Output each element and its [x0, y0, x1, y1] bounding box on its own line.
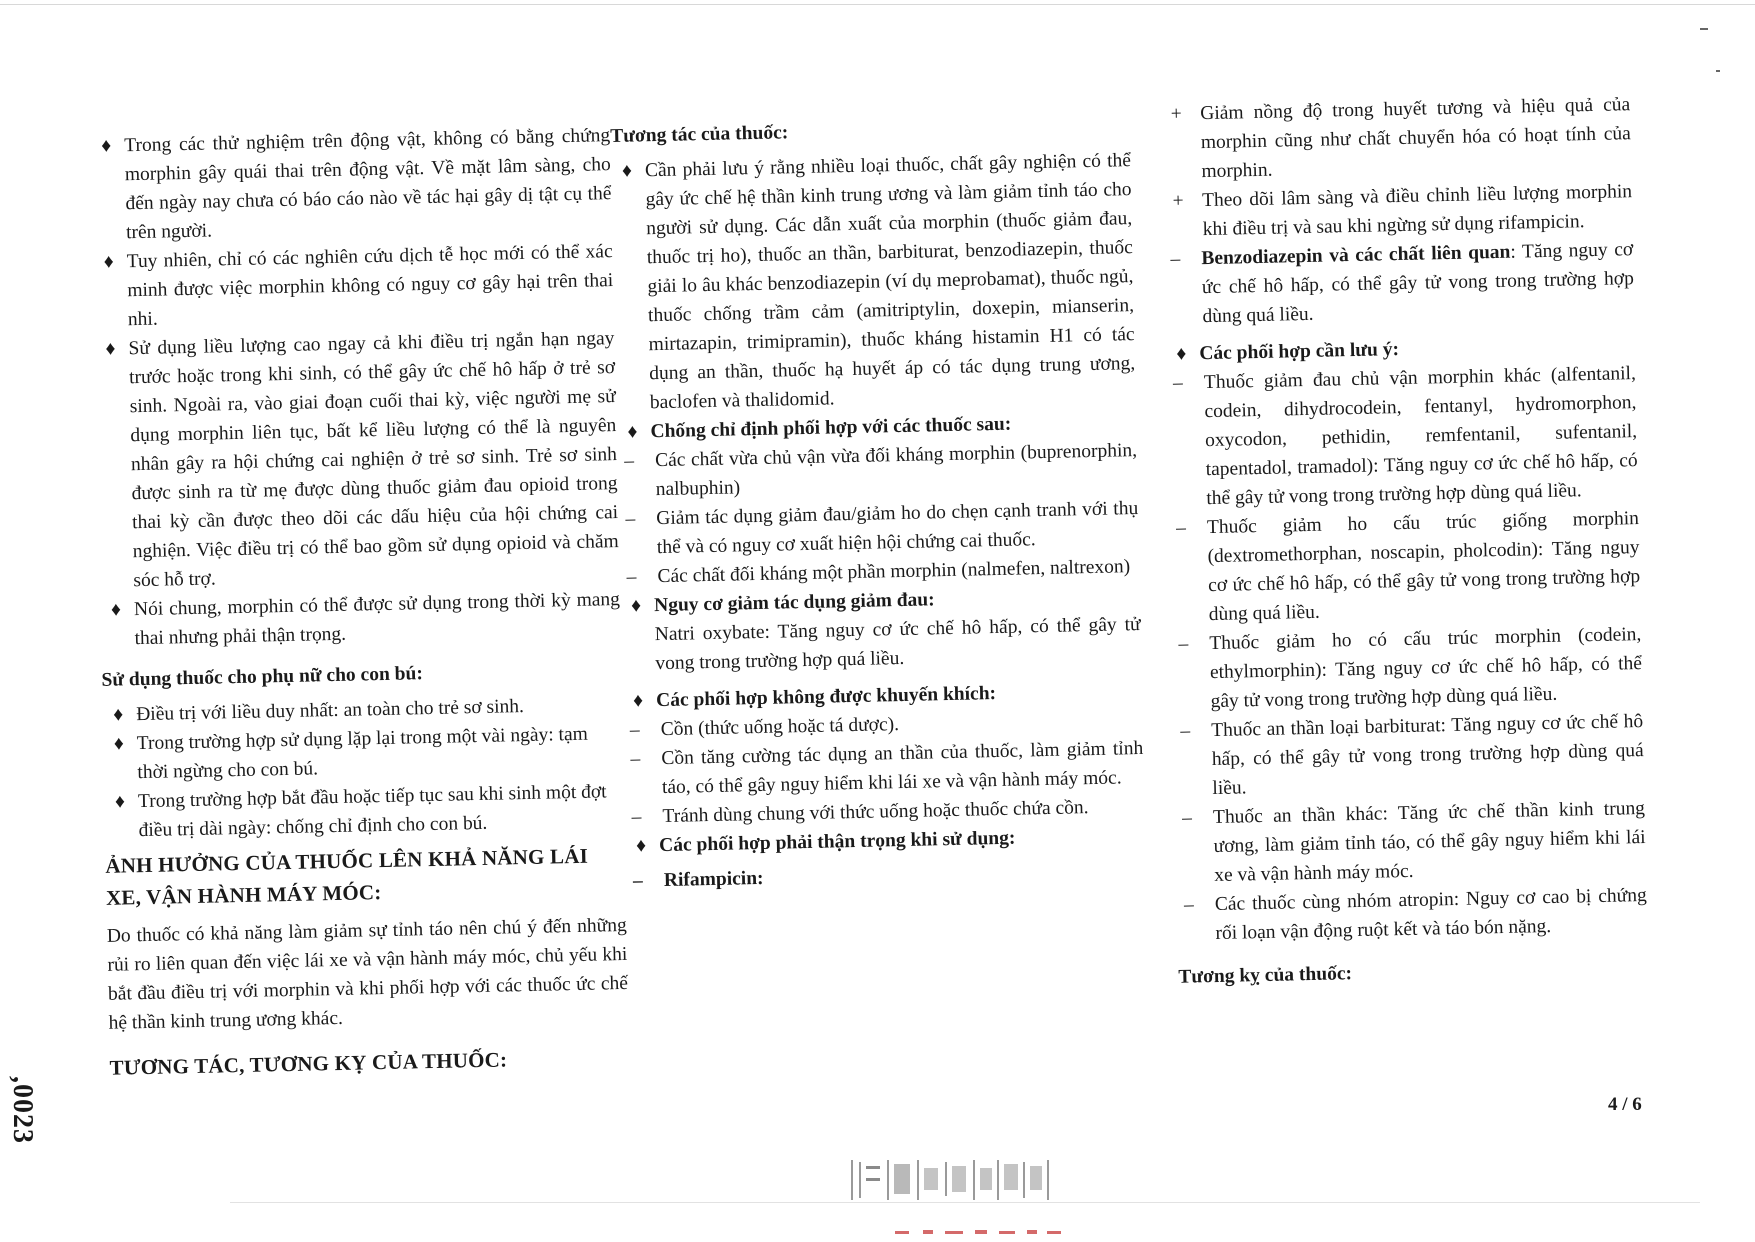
section-heading: TƯƠNG TÁC, TƯƠNG KỴ CỦA THUỐC:: [109, 1047, 508, 1080]
diamond-bullet-icon: ♦: [113, 704, 124, 726]
section-heading: Tương tác của thuốc:: [610, 122, 789, 147]
bullet-text: Tuy nhiên, chỉ có các nghiên cứu dịch tễ học mới có thể xác minh được việc morphin không có nguy cơ gây hại trên thai nhi.: [126, 241, 614, 331]
bullet-text: Trong các thử nghiệm trên động vật, không có bằng chứng morphin gây quái thai trên động vật. Về mặt lâm sàng, cho đến ngày nay chưa có báo cáo nào về tác hại gây dị tật cụ thể trên người.: [124, 125, 612, 244]
page-number: 4 / 6: [1608, 1094, 1642, 1115]
bullet-text: Cồn (thức uống hoặc tá dược).: [660, 714, 900, 741]
dash-bullet-icon: –: [1180, 720, 1191, 742]
diamond-bullet-icon: ♦: [101, 135, 112, 157]
bullet-text: Thuốc an thần loại barbiturat: Tăng nguy cơ ức chế hô hấp, có thể gây tử vong trong trường hợp dùng quá liều.: [1210, 711, 1644, 800]
scan-mark: [1716, 70, 1720, 72]
bullet-text: Trong trường hợp sử dụng lặp lại trong một vài ngày: tạm thời ngừng cho con bú.: [136, 723, 589, 784]
section-heading: Tương kỵ của thuốc:: [1178, 963, 1353, 988]
plus-bullet-icon: +: [1170, 103, 1183, 125]
bullet-text: Sử dụng liều lượng cao ngay cả khi điều trị ngắn hạn ngay trước hoặc trong khi sinh, có thể gây ức chế hô hấp ở trẻ sơ sinh. Ngoài ra, vào giai đoạn cuối thai kỳ, việc người mẹ sử dụng morphin liên tục, bất kể liều lượng có thể là nguyên nhân gây ra hội chứng cai nghiện ở trẻ sơ sinh. Trẻ sơ sinh được sinh ra từ mẹ được dùng thuốc giảm đau opioid trong thai kỳ cần được theo dõi các dấu hiệu của hội chứng cai nghiện. Việc điều trị có thể bao gồm sử dụng opioid và chăm sóc hỗ trợ.: [128, 328, 619, 592]
list-item: [617, 436, 1138, 505]
side-document-code: ,0023: [7, 1076, 38, 1144]
list-item: [623, 734, 1144, 803]
list-item: [103, 719, 624, 788]
list-item: [1160, 90, 1632, 187]
diamond-bullet-icon: ♦: [630, 595, 642, 617]
bullet-text: : Tăng nguy cơ ức chế hô hấp, có thể gây tử vong trong trường hợp dùng quá liều.: [1201, 239, 1635, 328]
paragraph: Do thuốc có khả năng làm giảm sự tỉnh táo nên chú ý đến những rủi ro liên quan đến việc lái xe và vận hành máy móc, chủ yếu khi bắt đầu điều trị với morphin và khi phối hợp với các thuốc ức chế hệ thần kinh trung ương khác.: [106, 914, 629, 1034]
dash-bullet-icon: –: [631, 806, 642, 828]
dash-bullet-icon: –: [1172, 372, 1184, 394]
list-item: [1169, 504, 1641, 630]
drug-class-label: Benzodiazepin và các chất liên quan: [1201, 241, 1511, 270]
diamond-bullet-icon: ♦: [110, 599, 122, 621]
dash-bullet-icon: –: [1181, 807, 1193, 829]
bullet-text: Điều trị với liều duy nhất: an toàn cho trẻ sơ sinh.: [135, 696, 525, 726]
bullet-text: Theo dõi lâm sàng và điều chỉnh liều lượng morphin khi điều trị và sau khi ngừng sử dụng rifampicin.: [1201, 181, 1633, 241]
diamond-bullet-icon: ♦: [632, 690, 644, 712]
dash-bullet-icon: –: [626, 566, 637, 588]
dash-bullet-icon: –: [632, 870, 643, 892]
subsection-heading: Chống chỉ định phối hợp với các thuốc sau:: [650, 413, 1012, 443]
dash-bullet-icon: –: [1183, 894, 1194, 916]
dash-bullet-icon: –: [625, 508, 636, 530]
diamond-bullet-icon: ♦: [621, 160, 633, 182]
dash-bullet-icon: –: [630, 748, 641, 770]
bullet-text: Cần phải lưu ý rằng nhiều loại thuốc, chất gây nghiện có thể gây ức chế hệ thần kinh trung ương và làm giảm tỉnh táo cho người sử dụng. Các dẫn xuất của morphin (thuốc giảm đau, thuốc trị ho), thuốc an thần, barbiturat, benzodiazepin, thuốc giải lo âu khác benzodiazepin (ví dụ meprobamat), thuốc ngủ, thuốc chống trầm cảm (amitriptylin, doxepin, mianserin, mirtazapin, trimipramin), thuốc kháng histamin H1 có tác dụng an thần, thuốc hạ huyết áp có tác dụng trung ương, baclofen và thalidomid.: [644, 150, 1136, 414]
subsection-heading: Các phối hợp phải thận trọng khi sử dụng:: [658, 827, 1016, 857]
list-item: [611, 146, 1136, 418]
list-item: [1175, 794, 1647, 891]
list-item: [100, 585, 621, 654]
bullet-text: Thuốc giảm đau chủ vận morphin khác (alfentanil, codein, dihydrocodein, fentanyl, hydromorphon, oxycodon, pethidin, remfentanil, sufentanil, tapentadol, tramadol): Tăng nguy cơ ức chế hô hấp, có thể gây tử vong trong trường hợp dùng quá liều.: [1203, 363, 1638, 510]
bullet-text: Tránh dùng chung với thức uống hoặc thuốc chứa cồn.: [662, 797, 1089, 828]
bullet-text: Thuốc giảm ho có cấu trúc morphin (codein, ethylmorphin): Tăng nguy cơ ức chế hô hấp, có thể gây tử vong trong trường hợp dùng quá liều.: [1209, 624, 1643, 713]
list-item: [94, 324, 619, 596]
subsection-heading: Các phối hợp cần lưu ý:: [1199, 339, 1400, 365]
bullet-text: Thuốc an thần khác: Tăng ức chế thần kinh trung ương, làm giảm tỉnh táo, có thể gây nguy hiểm khi lái xe và vận hành máy móc.: [1212, 798, 1646, 887]
diamond-bullet-icon: ♦: [105, 338, 116, 360]
section-heading: ẢNH HƯỞNG CỦA THUỐC LÊN KHẢ NĂNG LÁI XE, VẬN HÀNH MÁY MÓC:: [105, 843, 589, 910]
dash-bullet-icon: –: [1178, 633, 1189, 655]
plus-bullet-icon: +: [1172, 190, 1184, 212]
dash-bullet-icon: –: [629, 719, 640, 741]
scan-line: [230, 1202, 1700, 1203]
subsection-heading: Rifampicin:: [663, 867, 764, 892]
column-1: [90, 121, 630, 1084]
list-item: [1163, 235, 1635, 332]
bullet-text: Nói chung, morphin có thể được sử dụng trong thời kỳ mang thai nhưng phải thận trọng.: [133, 589, 621, 650]
bullet-text: Các chất đối kháng một phần morphin (nalmefen, naltrexon): [657, 556, 1131, 588]
bullet-text: Trong trường hợp bắt đầu hoặc tiếp tục sau khi sinh một đợt điều trị dài ngày: chống chỉ định cho con bú.: [137, 781, 607, 842]
paragraph: Natri oxybate: Tăng nguy cơ ức chế hô hấp, có thể gây tử vong trong trường hợp quá liều.: [654, 613, 1141, 675]
bullet-text: Các chất vừa chủ vận vừa đối kháng morphin (buprenorphin, nalbuphin): [654, 440, 1138, 501]
red-marks-icon: [895, 1228, 1095, 1238]
list-item: [90, 121, 612, 248]
diamond-bullet-icon: ♦: [1176, 343, 1187, 365]
stamp-icon: [848, 1156, 1058, 1204]
bullet-text: Thuốc giảm ho cấu trúc giống morphin (dextromethorphan, noscapin, pholcodin): Tăng nguy cơ ức chế hô hấp, có thể gây tử vong trong trường hợp dùng quá liều.: [1206, 508, 1641, 626]
column-2: [610, 111, 1146, 896]
list-item: [1171, 620, 1643, 717]
diamond-bullet-icon: ♦: [113, 733, 125, 755]
list-item: [1177, 881, 1648, 949]
subsection-heading: Các phối hợp không được khuyến khích:: [655, 683, 997, 712]
list-item: [626, 856, 1146, 896]
diamond-bullet-icon: ♦: [114, 791, 126, 813]
scan-mark: [1700, 28, 1708, 30]
list-item: [618, 494, 1139, 563]
list-item: [1166, 359, 1639, 514]
bullet-text: Các thuốc cùng nhóm atropin: Nguy cơ cao bị chứng rối loạn vận động ruột kết và táo bón nặng.: [1214, 884, 1647, 945]
dash-bullet-icon: –: [1175, 517, 1187, 539]
subsection-heading: Nguy cơ giảm tác dụng giảm đau:: [653, 589, 935, 617]
dash-bullet-icon: –: [624, 450, 635, 472]
diamond-bullet-icon: ♦: [627, 421, 638, 443]
list-item: [1173, 707, 1645, 804]
section-heading: Sử dụng thuốc cho phụ nữ cho con bú:: [101, 663, 424, 691]
bullet-text: Giảm nồng độ trong huyết tương và hiệu quả của morphin cũng như chất chuyển hóa có hoạt tính của morphin.: [1200, 94, 1632, 183]
list-item: [104, 777, 625, 846]
list-item: [1162, 177, 1633, 245]
list-item: [92, 237, 614, 335]
dash-bullet-icon: –: [1170, 248, 1181, 270]
diamond-bullet-icon: ♦: [103, 251, 114, 273]
bullet-text: Giảm tác dụng giảm đau/giảm ho do chẹn cạnh tranh với thụ thể và có nguy cơ xuất hiện hội chứng cai thuốc.: [656, 498, 1139, 559]
bullet-text: Cồn tăng cường tác dụng an thần của thuốc, làm giảm tỉnh táo, có thể gây nguy hiểm khi lái xe và vận hành máy móc.: [661, 737, 1144, 799]
top-border-line: [0, 4, 1755, 5]
diamond-bullet-icon: ♦: [635, 835, 647, 857]
column-3: [1160, 90, 1649, 998]
